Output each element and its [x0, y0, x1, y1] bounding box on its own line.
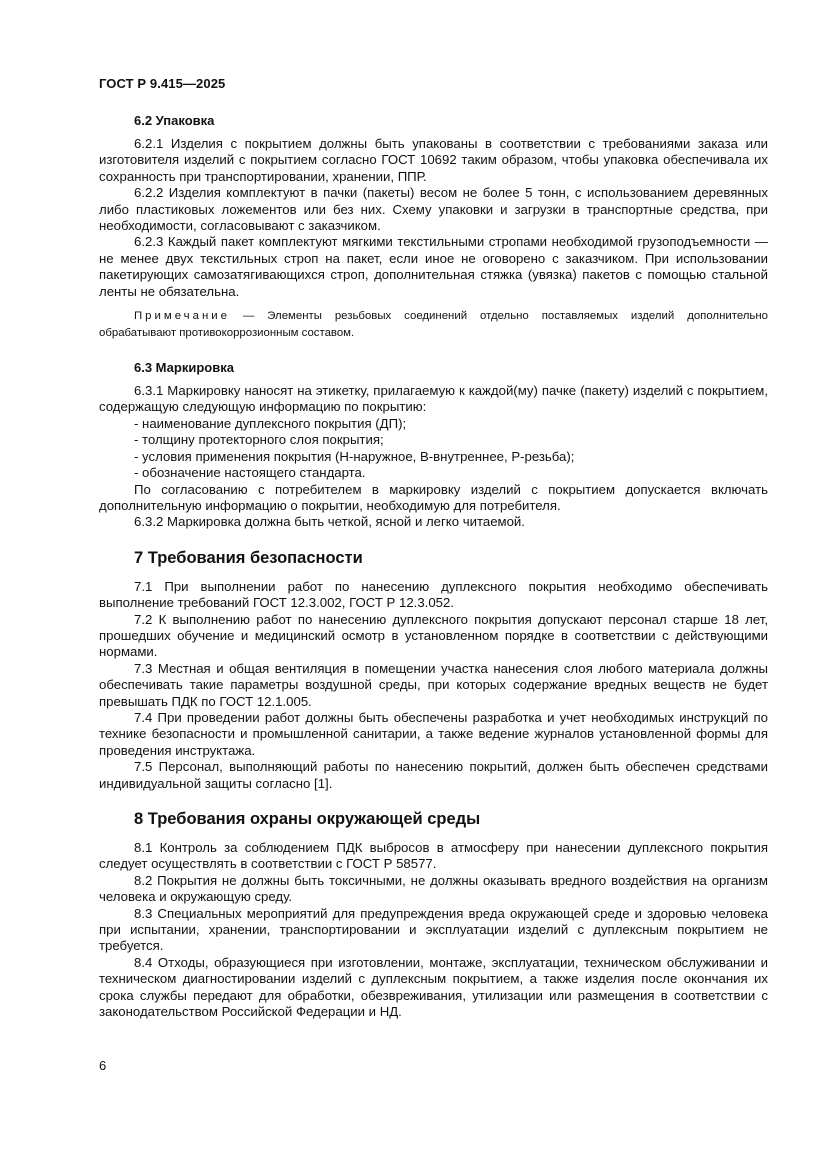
paragraph-6-3-2: 6.3.2 Маркировка должна быть четкой, ясной и легко читаемой.	[134, 514, 525, 530]
note-label: Примечание	[134, 310, 230, 323]
paragraph-8-4: 8.4 Отходы, образующиеся при изготовлении, монтаже, эксплуатации, техническом обслуживании и техническом диагностировании изделий с дуплексным покрытием, а также изделия после окончания их срока службы передают для обработки, обезвреживания, утилизации или размещения в соответствии с законодательством Российской Федерации и НД.	[99, 954, 768, 1020]
paragraph-8-3: 8.3 Специальных мероприятий для предупреждения вреда окружающей среде и здоровью человека при испытании, хранении, транспортировании и эксплуатации изделий с дуплексным покрытием не требуется.	[99, 905, 768, 954]
section-6-2-title: 6.2 Упаковка	[134, 113, 215, 128]
document-code-header: ГОСТ Р 9.415—2025	[99, 76, 226, 91]
paragraph-6-2-3: 6.2.3 Каждый пакет комплектуют мягкими текстильными стропами необходимой грузоподъемности — не менее двух текстильных строп на пакет, если иное не оговорено с заказчиком. При использовании пакетирующих самозатягивающихся строп, дополнительная стяжка (увязка) пакетов с помощью стальной ленты не обязательна.	[99, 234, 768, 299]
paragraph-8-2: 8.2 Покрытия не должны быть токсичными, не должны оказывать вредного воздействия на организм человека и окружающую среду.	[99, 872, 768, 905]
list-item: - наименование дуплексного покрытия (ДП);	[134, 415, 407, 431]
paragraph-6-2-2: 6.2.2 Изделия комплектуют в пачки (пакеты) весом не более 5 тонн, с использованием деревянных либо пластиковых ложементов или без них. Схему упаковки и загрузки в транспортные средства, при необходимости, согласовывают с заказчиком.	[99, 185, 768, 234]
page-number: 6	[99, 1058, 107, 1073]
list-item: - обозначение настоящего стандарта.	[134, 465, 366, 481]
paragraph-6-3-1-extra: По согласованию с потребителем в маркировку изделий с покрытием допускается включать дополнительную информацию о покрытии, необходимую для потребителя.	[99, 481, 768, 513]
paragraph-6-3-1: 6.3.1 Маркировку наносят на этикетку, прилагаемую к каждой(му) пачке (пакету) изделий с покрытием, содержащую следующую информацию по покрытию:	[99, 383, 768, 415]
paragraph-7-3: 7.3 Местная и общая вентиляция в помещении участка нанесения слоя любого материала должны обеспечивать такие параметры воздушной среды, при которых содержание вредных веществ не будет превышать ПДК по ГОСТ 12.1.005.	[99, 660, 768, 709]
section-6-3-title: 6.3 Маркировка	[134, 360, 234, 376]
section-7-title: 7 Требования безопасности	[134, 548, 363, 567]
section-8-title: 8 Требования охраны окружающей среды	[134, 810, 481, 828]
paragraph-7-4: 7.4 При проведении работ должны быть обеспечены разработка и учет необходимых инструкций по технике безопасности и промышленной санитарии, а также ведение журналов установленной формы для проведения инструктажа.	[99, 709, 768, 758]
note	[99, 308, 768, 341]
list-item: - толщину протекторного слоя покрытия;	[134, 432, 384, 448]
page-content	[99, 112, 768, 1020]
note-text: — Элементы резьбовых соединений отдельно поставляемых изделий дополнительно обрабатывают противокоррозионным составом.	[99, 310, 768, 339]
list-item: - условия применения покрытия (Н-наружное, В-внутреннее, Р-резьба);	[134, 448, 575, 464]
paragraph-7-2: 7.2 К выполнению работ по нанесению дуплексного покрытия допускают персонал старше 18 лет, прошедших обучение и медицинский осмотр в установленном порядке в соответствии с действующими нормами.	[99, 611, 768, 660]
paragraph-8-1: 8.1 Контроль за соблюдением ПДК выбросов в атмосферу при нанесении дуплексного покрытия следует осуществлять в соответствии с ГОСТ Р 58577.	[99, 840, 768, 872]
paragraph-7-1: 7.1 При выполнении работ по нанесению дуплексного покрытия необходимо обеспечивать выполнение требований ГОСТ 12.3.002, ГОСТ Р 12.3.052.	[99, 578, 768, 611]
paragraph-6-2-1: 6.2.1 Изделия с покрытием должны быть упакованы в соответствии с требованиями заказа или изготовителя изделий с покрытием согласно ГОСТ 10692 таким образом, чтобы упаковка обеспечивала их сохранность при транспортировании, хранении, ППР.	[99, 136, 768, 184]
paragraph-7-5: 7.5 Персонал, выполняющий работы по нанесению покрытий, должен быть обеспечен средствами индивидуальной защиты согласно [1].	[99, 759, 768, 791]
